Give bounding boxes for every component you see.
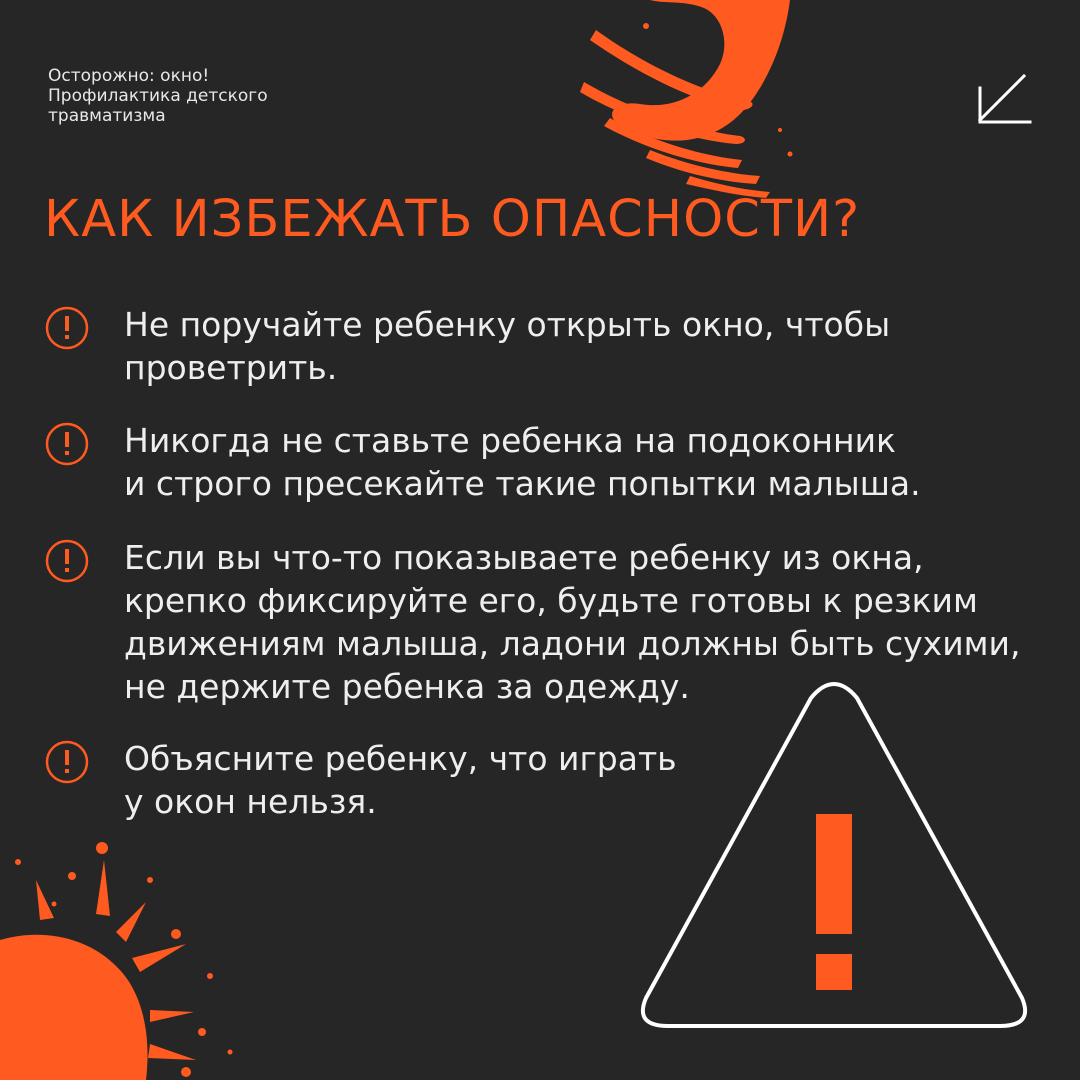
exclamation-circle-icon	[44, 421, 90, 467]
tip-text-4	[124, 737, 677, 823]
tip-text-2	[124, 419, 921, 505]
subtitle-line-1: Осторожно: окно!	[48, 66, 210, 86]
project-subtitle	[48, 66, 368, 126]
exclamation-circle-icon	[44, 739, 90, 785]
tip-line: Не поручайте ребенку открыть окно, чтобы	[124, 305, 891, 344]
tip-line: движениям малыша, ладони должны быть сухими,	[124, 624, 1021, 663]
subtitle-line-3: травматизма	[48, 106, 166, 126]
tip-line: Если вы что-то показываете ребенку из окна,	[124, 538, 924, 577]
tip-text-1	[124, 303, 890, 389]
tip-line: Объясните ребенку, что играть	[124, 739, 677, 778]
tip-line: Никогда не ставьте ребенка на подоконник	[124, 421, 896, 460]
tip-line: проветрить.	[124, 348, 338, 387]
tip-line: крепко фиксируйте его, будьте готовы к резким	[124, 581, 978, 620]
subtitle-line-2: Профилактика детского	[48, 86, 268, 106]
arrow-down-left-icon	[972, 70, 1032, 130]
tip-line: не держите ребенка за одежду.	[124, 667, 690, 706]
warning-triangle-icon	[636, 676, 1032, 1044]
page-title: КАК ИЗБЕЖАТЬ ОПАСНОСТИ?	[44, 190, 861, 249]
exclamation-circle-icon	[44, 538, 90, 584]
exclamation-circle-icon	[44, 305, 90, 351]
tip-line: и строго пресекайте такие попытки малыша.	[124, 464, 921, 503]
tip-line: у окон нельзя.	[124, 782, 377, 821]
